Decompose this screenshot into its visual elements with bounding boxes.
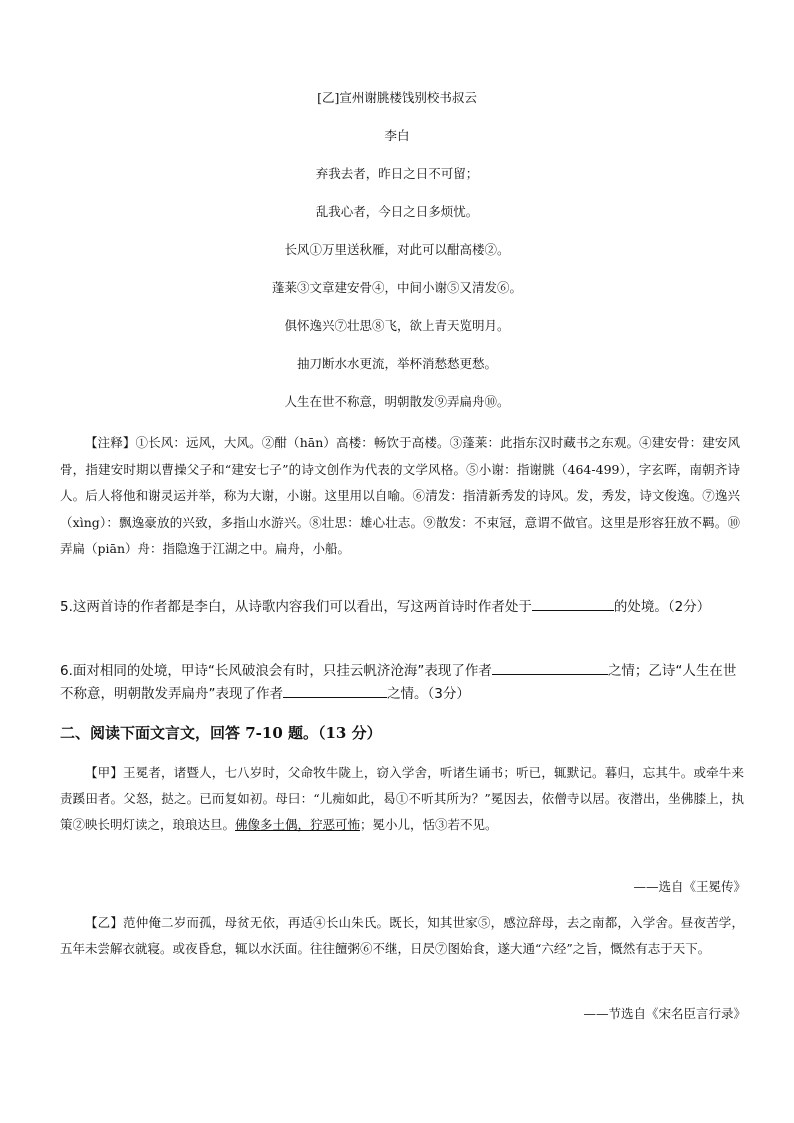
answer-blank[interactable]: [283, 683, 387, 698]
underlined-sentence: 佛像多土偶，狞恶可怖: [235, 817, 361, 832]
poem-line: 抽刀断水水更流，举杯消愁愁更愁。: [296, 356, 497, 371]
question-5-score: 的处境。（2分）: [613, 599, 711, 615]
question-5: [60, 596, 744, 619]
poem-line: 蓬莱③文章建安骨④，中间小谢⑤又清发⑥。: [271, 280, 522, 295]
poem-line: 乱我心者，今日之日多烦忧。: [315, 204, 479, 219]
poem-notes: [60, 430, 740, 563]
passage-a: [60, 760, 744, 838]
passage-b-text: 【乙】范仲俺二岁而孤，母贫无依，再适④长山朱氏。既长，知其世家⑤，感泣辞母，去之南都，入学舍。昼夜苦学，五年未尝解衣就寝。或夜昏怠，辄以水沃面。往往饘粥⑥不继，日昃⑦图始食，遂大通“六经”之旨，慨然有志于天下。: [60, 915, 744, 956]
notes-text: 【注释】①长风：远风，大风。②酣（hān）高楼：畅饮于高楼。③蓬莱：此指东汉时藏书之东观。④建安骨：建安风骨，指建安时期以曹操父子和“建安七子”的诗文创作为代表的文学风格。⑤小谢：指谢朓（464-499），字玄晖，南朝齐诗人。后人将他和谢灵运并举，称为大谢，小谢。这里用以自喻。⑥清发：指清新秀发的诗风。发，秀发，诗文俊逸。⑦逸兴（xìng）：飘逸豪放的兴致，多指山水游兴。⑧壮思：雄心壮志。⑨散发：不束冠，意谓不做官。这里是形容狂放不羁。⑩弄扁（piān）舟：指隐逸于江湖之中。扁舟，小船。: [60, 435, 740, 557]
poem-author: 李白: [384, 128, 410, 143]
question-5-text: 5.这两首诗的作者都是李白，从诗歌内容我们可以看出，写这两首诗时作者处于: [60, 599, 532, 615]
answer-blank[interactable]: [492, 660, 608, 675]
question-6-text: 6.面对相同的处境，甲诗“长风破浪会有时，只挂云帆济沧海”表现了作者: [60, 663, 492, 679]
passage-b: [60, 910, 744, 962]
passage-a-text: 【甲】王冕者，诸暨人，七八岁时，父命牧牛陇上，窃入学舍，听诸生诵书；听已，辄默记。暮归，忘其牛。或牵牛来责蹊田者。父怒，挞之。已而复如初。母曰：“儿痴如此，曷①不听其所为？”冕因去，依僧寺以居。夜潜出，坐佛膝上，执策②映长明灯读之，琅琅达旦。: [60, 765, 744, 832]
poem-line: 人生在世不称意，明朝散发⑨弄扁舟⑩。: [284, 394, 510, 409]
poem-line: 长风①万里送秋雁，对此可以酣高楼②。: [284, 242, 510, 257]
passage-a-source: ——选自《王冕传》: [633, 879, 746, 894]
poem-line: 弃我去者，昨日之日不可留；: [315, 166, 479, 181]
answer-blank[interactable]: [532, 596, 614, 611]
question-6: [60, 660, 744, 706]
poem-line: 俱怀逸兴⑦壮思⑧飞，欲上青天览明月。: [284, 318, 510, 333]
poem-title: [乙]宣州谢朓楼饯别校书叔云: [317, 90, 477, 105]
question-6-score: 之情。（3分）: [387, 686, 470, 702]
section-title: 二、阅读下面文言文，回答 7-10 题。（13 分）: [60, 724, 382, 742]
question-6-text-2: 之情；乙诗“人生在世不称意，明朝散发弄扁舟”表现了作者: [60, 663, 737, 702]
poem-block: [0, 86, 794, 428]
passage-b-source: ——节选自《宋名臣言行录》: [583, 1006, 746, 1021]
passage-a-text-end: ；冕小儿，恬③若不见。: [360, 817, 498, 832]
